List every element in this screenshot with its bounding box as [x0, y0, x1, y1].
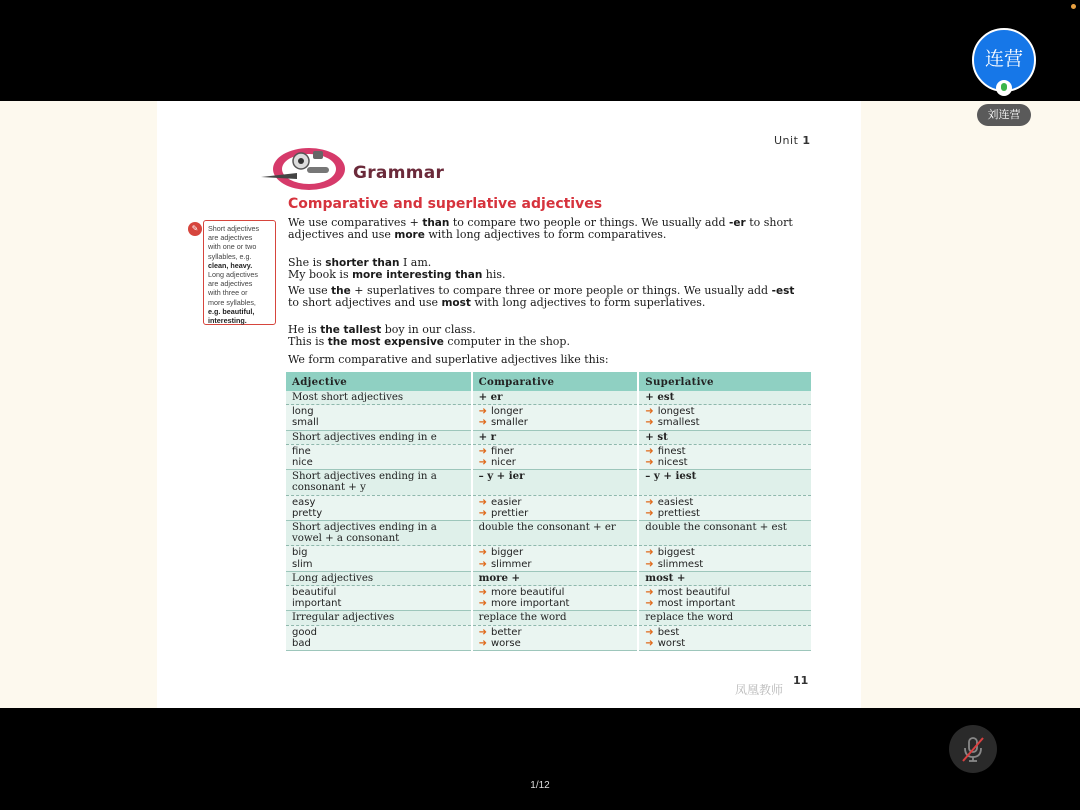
- bottom-black-bar: [0, 708, 1080, 810]
- arrow-icon: ➜: [478, 547, 487, 559]
- table-row-rule: Short adjectives ending in a consonant + y – y + ier – y + iest: [286, 470, 812, 495]
- arrow-icon: ➜: [645, 637, 654, 649]
- table-intro: We form comparative and superlative adjectives like this:: [288, 353, 609, 366]
- note-icon: ✎: [188, 222, 202, 236]
- example-sentence: She is shorter than I am.: [288, 256, 432, 269]
- table-header: Adjective: [286, 372, 472, 391]
- arrow-icon: ➜: [645, 496, 654, 508]
- grammar-table: [286, 372, 813, 651]
- watermark: 凤凰教师: [735, 683, 784, 697]
- paragraph-superlatives: We use the + superlatives to compare three or more people or things. We usually add -est to short adjectives and use most with long adjectives to form superlatives.: [288, 284, 795, 310]
- table-row-examples: beautiful important ➜ more beautiful ➜ more important ➜ most beautiful ➜ most important: [286, 586, 812, 611]
- participant-avatar[interactable]: 连营: [972, 28, 1036, 92]
- arrow-icon: ➜: [478, 558, 487, 570]
- arrow-icon: ➜: [645, 457, 654, 469]
- arrow-icon: ➜: [478, 457, 487, 469]
- arrow-icon: ➜: [645, 626, 654, 638]
- table-row-examples: good bad ➜ better ➜ worse ➜ best ➜ worst: [286, 625, 812, 650]
- arrow-icon: ➜: [478, 598, 487, 610]
- table-row-examples: easy pretty ➜ easier ➜ prettier ➜ easiest ➜ prettiest: [286, 495, 812, 520]
- note-box: Short adjectives are adjectives with one or two syllables, e.g. clean, heavy. Long adjectives are adjectives with three or more syllables, e.g. beautiful, interesting.: [203, 220, 276, 325]
- example-sentence: My book is more interesting than his.: [288, 268, 506, 281]
- table-row-rule: Most short adjectives + er + est: [286, 391, 812, 405]
- page-heading: Comparative and superlative adjectives: [288, 196, 603, 212]
- section-title: Grammar: [353, 163, 445, 183]
- arrow-icon: ➜: [478, 626, 487, 638]
- arrow-icon: ➜: [478, 637, 487, 649]
- table-row-rule: Long adjectives more + most +: [286, 571, 812, 585]
- arrow-icon: ➜: [645, 547, 654, 559]
- arrow-icon: ➜: [478, 445, 487, 457]
- arrow-icon: ➜: [478, 496, 487, 508]
- arrow-icon: ➜: [645, 417, 654, 429]
- table-row-examples: long small ➜ longer ➜ smaller ➜ longest ➜ smallest: [286, 405, 812, 430]
- arrow-icon: ➜: [645, 445, 654, 457]
- table-row-rule: Short adjectives ending in e + r + st: [286, 430, 812, 444]
- participant-name: 刘连营: [977, 104, 1031, 126]
- table-row-examples: big slim ➜ bigger ➜ slimmer ➜ biggest ➜ slimmest: [286, 546, 812, 571]
- example-sentence: He is the tallest boy in our class.: [288, 323, 476, 336]
- arrow-icon: ➜: [645, 587, 654, 599]
- table-header: Comparative: [472, 372, 639, 391]
- paragraph-comparatives: We use comparatives + than to compare two people or things. We usually add -er to short adjectives and use more with long adjectives to form comparatives.: [288, 216, 793, 242]
- mute-button[interactable]: [949, 725, 997, 773]
- page-indicator: 1/12: [530, 780, 550, 791]
- arrow-icon: ➜: [478, 417, 487, 429]
- arrow-icon: ➜: [645, 598, 654, 610]
- table-row-rule: Short adjectives ending in a vowel + a consonant double the consonant + er double the consonant + est: [286, 521, 812, 546]
- arrow-icon: ➜: [645, 558, 654, 570]
- unit-label: Unit 1: [774, 134, 811, 147]
- arrow-icon: ➜: [478, 406, 487, 418]
- mic-active-icon: [996, 80, 1012, 96]
- arrow-icon: ➜: [478, 507, 487, 519]
- table-header: Superlative: [638, 372, 812, 391]
- textbook-page: [157, 101, 861, 708]
- example-sentence: This is the most expensive computer in the shop.: [288, 335, 570, 348]
- status-dot-icon: [1071, 4, 1076, 9]
- page-number: 11: [793, 674, 809, 687]
- arrow-icon: ➜: [478, 587, 487, 599]
- top-black-bar: [0, 0, 1080, 101]
- mic-off-icon: [949, 725, 997, 773]
- grammar-logo-icon: [257, 143, 349, 193]
- arrow-icon: ➜: [645, 507, 654, 519]
- table-row-examples: fine nice ➜ finer ➜ nicer ➜ finest ➜ nicest: [286, 444, 812, 469]
- table-row-rule: Irregular adjectives replace the word replace the word: [286, 611, 812, 625]
- arrow-icon: ➜: [645, 406, 654, 418]
